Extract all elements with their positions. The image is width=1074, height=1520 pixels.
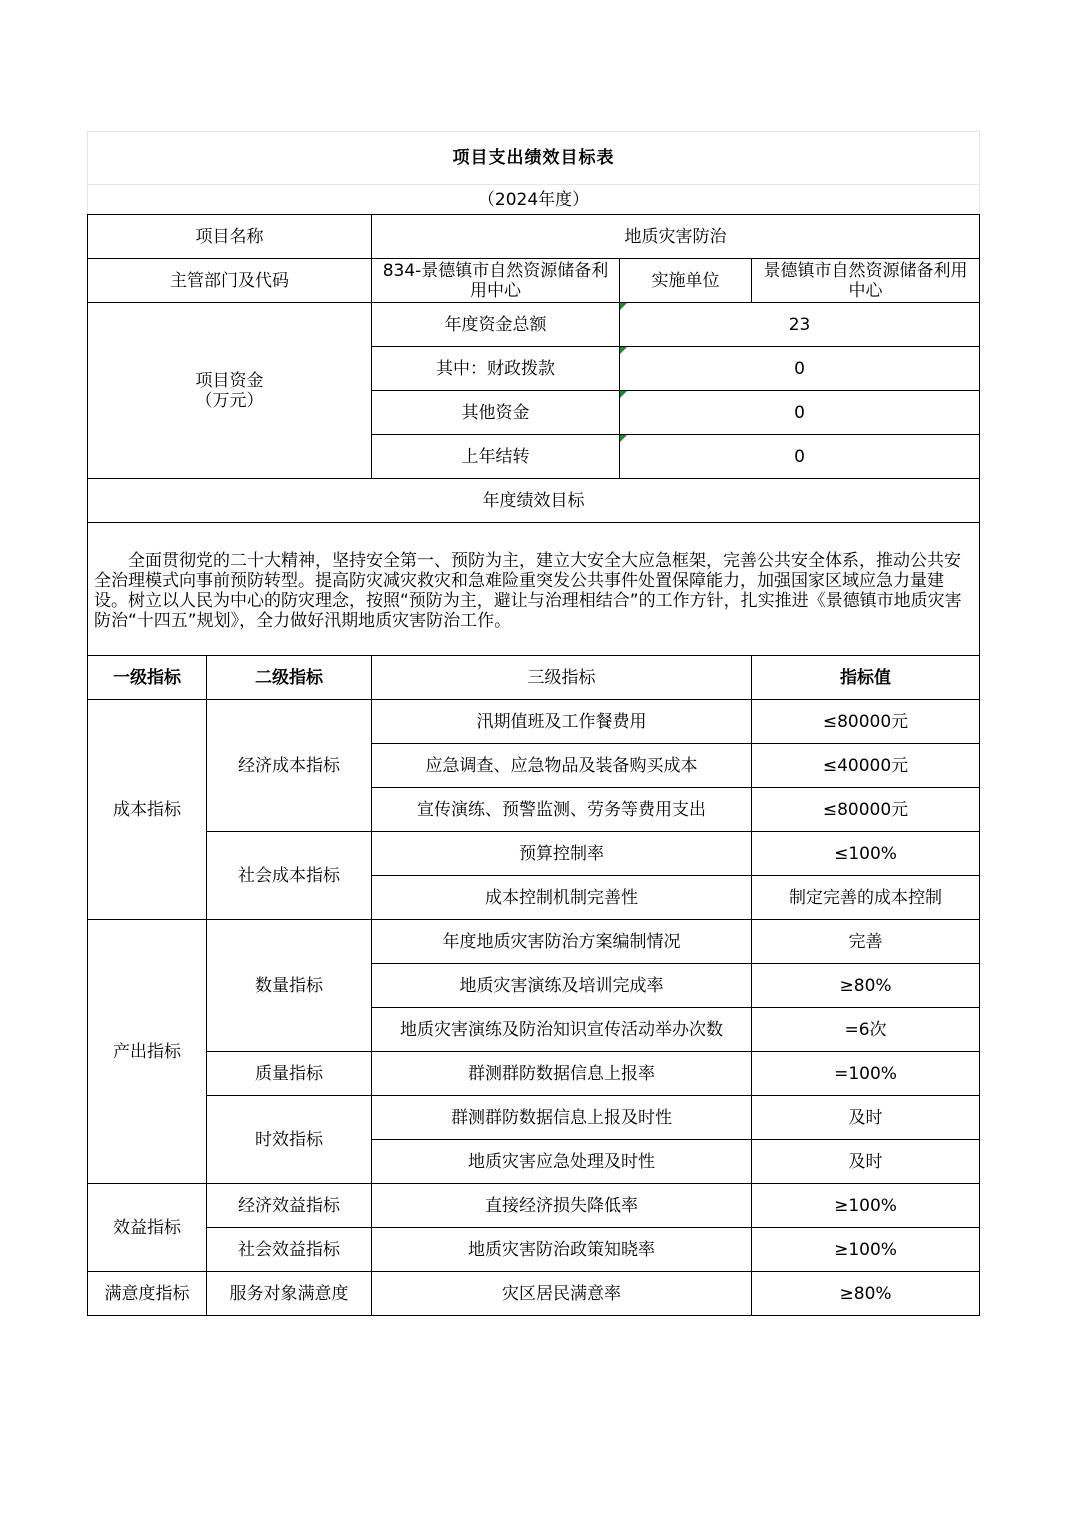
funds-carryover-label: 上年结转 [372,435,620,479]
indicator-value: ≤80000元 [752,788,980,832]
level1-satisfaction: 满意度指标 [88,1272,207,1316]
level1-cost: 成本指标 [88,700,207,920]
level2-quality: 质量指标 [207,1052,372,1096]
indicator-name: 灾区居民满意率 [372,1272,752,1316]
header-level1: 一级指标 [88,656,207,700]
page-title: 项目支出绩效目标表 [88,132,980,185]
funds-other-label: 其他资金 [372,391,620,435]
header-level2: 二级指标 [207,656,372,700]
indicator-value: ≥80% [752,1272,980,1316]
level2-quantity: 数量指标 [207,920,372,1052]
level2-social-cost: 社会成本指标 [207,832,372,920]
indicator-value: ≥80% [752,964,980,1008]
project-name-value: 地质灾害防治 [372,215,980,259]
funds-label [88,303,372,479]
header-value: 指标值 [752,656,980,700]
level2-service-satisfaction: 服务对象满意度 [207,1272,372,1316]
department-label: 主管部门及代码 [88,259,372,303]
funds-total-label: 年度资金总额 [372,303,620,347]
project-name-label: 项目名称 [88,215,372,259]
indicator-name: 地质灾害演练及防治知识宣传活动举办次数 [372,1008,752,1052]
indicator-name: 宣传演练、预警监测、劳务等费用支出 [372,788,752,832]
indicator-name: 直接经济损失降低率 [372,1184,752,1228]
indicator-value: ≥100% [752,1228,980,1272]
level1-output: 产出指标 [88,920,207,1184]
funds-total-value [620,303,980,347]
funds-unit: （万元） [195,390,264,411]
fiscal-year: （2024年度） [88,185,980,215]
indicator-name: 地质灾害防治政策知晓率 [372,1228,752,1272]
cell-marker-icon [620,435,627,442]
funds-fiscal-value [620,347,980,391]
cell-marker-icon [620,303,627,310]
indicator-name: 应急调查、应急物品及装备购买成本 [372,744,752,788]
level2-social-benefit: 社会效益指标 [207,1228,372,1272]
funds-other-amount: 0 [794,402,805,423]
funds-carryover-value [620,435,980,479]
cell-marker-icon [620,347,627,354]
indicator-value: ≤40000元 [752,744,980,788]
performance-target-table [87,131,980,1316]
indicator-name: 地质灾害演练及培训完成率 [372,964,752,1008]
indicator-value: 及时 [752,1140,980,1184]
annual-goal-heading: 年度绩效目标 [88,479,980,523]
indicator-value: 及时 [752,1096,980,1140]
level1-benefit: 效益指标 [88,1184,207,1272]
indicator-value: 制定完善的成本控制 [752,876,980,920]
indicator-name: 成本控制机制完善性 [372,876,752,920]
annual-goal-text: 全面贯彻党的二十大精神，坚持安全第一、预防为主，建立大安全大应急框架，完善公共安全体系，推动公共安全治理模式向事前预防转型。提高防灾减灾救灾和急难险重突发公共事件处置保障能力，加强国家区域应急力量建设。树立以人民为中心的防灾理念，按照“预防为主，避让与治理相结合”的工作方针，扎实推进《景德镇市地质灾害防治“十四五”规划》，全力做好汛期地质灾害防治工作。 [88,523,980,656]
funds-total-amount: 23 [788,314,811,335]
indicator-name: 汛期值班及工作餐费用 [372,700,752,744]
indicator-value: ≤100% [752,832,980,876]
header-level3: 三级指标 [372,656,752,700]
indicator-name: 年度地质灾害防治方案编制情况 [372,920,752,964]
level2-economic-benefit: 经济效益指标 [207,1184,372,1228]
cell-marker-icon [620,391,627,398]
indicator-name: 群测群防数据信息上报及时性 [372,1096,752,1140]
level2-timeliness: 时效指标 [207,1096,372,1184]
funds-fiscal-amount: 0 [794,358,805,379]
level2-economic-cost: 经济成本指标 [207,700,372,832]
indicator-name: 预算控制率 [372,832,752,876]
indicator-name: 地质灾害应急处理及时性 [372,1140,752,1184]
funds-carryover-amount: 0 [794,446,805,467]
indicator-value: =100% [752,1052,980,1096]
indicator-value: 完善 [752,920,980,964]
funds-fiscal-label: 其中：财政拨款 [372,347,620,391]
implementer-value: 景德镇市自然资源储备利用中心 [752,259,980,303]
funds-label-text: 项目资金 [195,370,264,391]
indicator-value: ≥100% [752,1184,980,1228]
indicator-value: ≤80000元 [752,700,980,744]
indicator-value: =6次 [752,1008,980,1052]
indicator-name: 群测群防数据信息上报率 [372,1052,752,1096]
funds-other-value [620,391,980,435]
implementer-label: 实施单位 [620,259,752,303]
department-value: 834-景德镇市自然资源储备利用中心 [372,259,620,303]
